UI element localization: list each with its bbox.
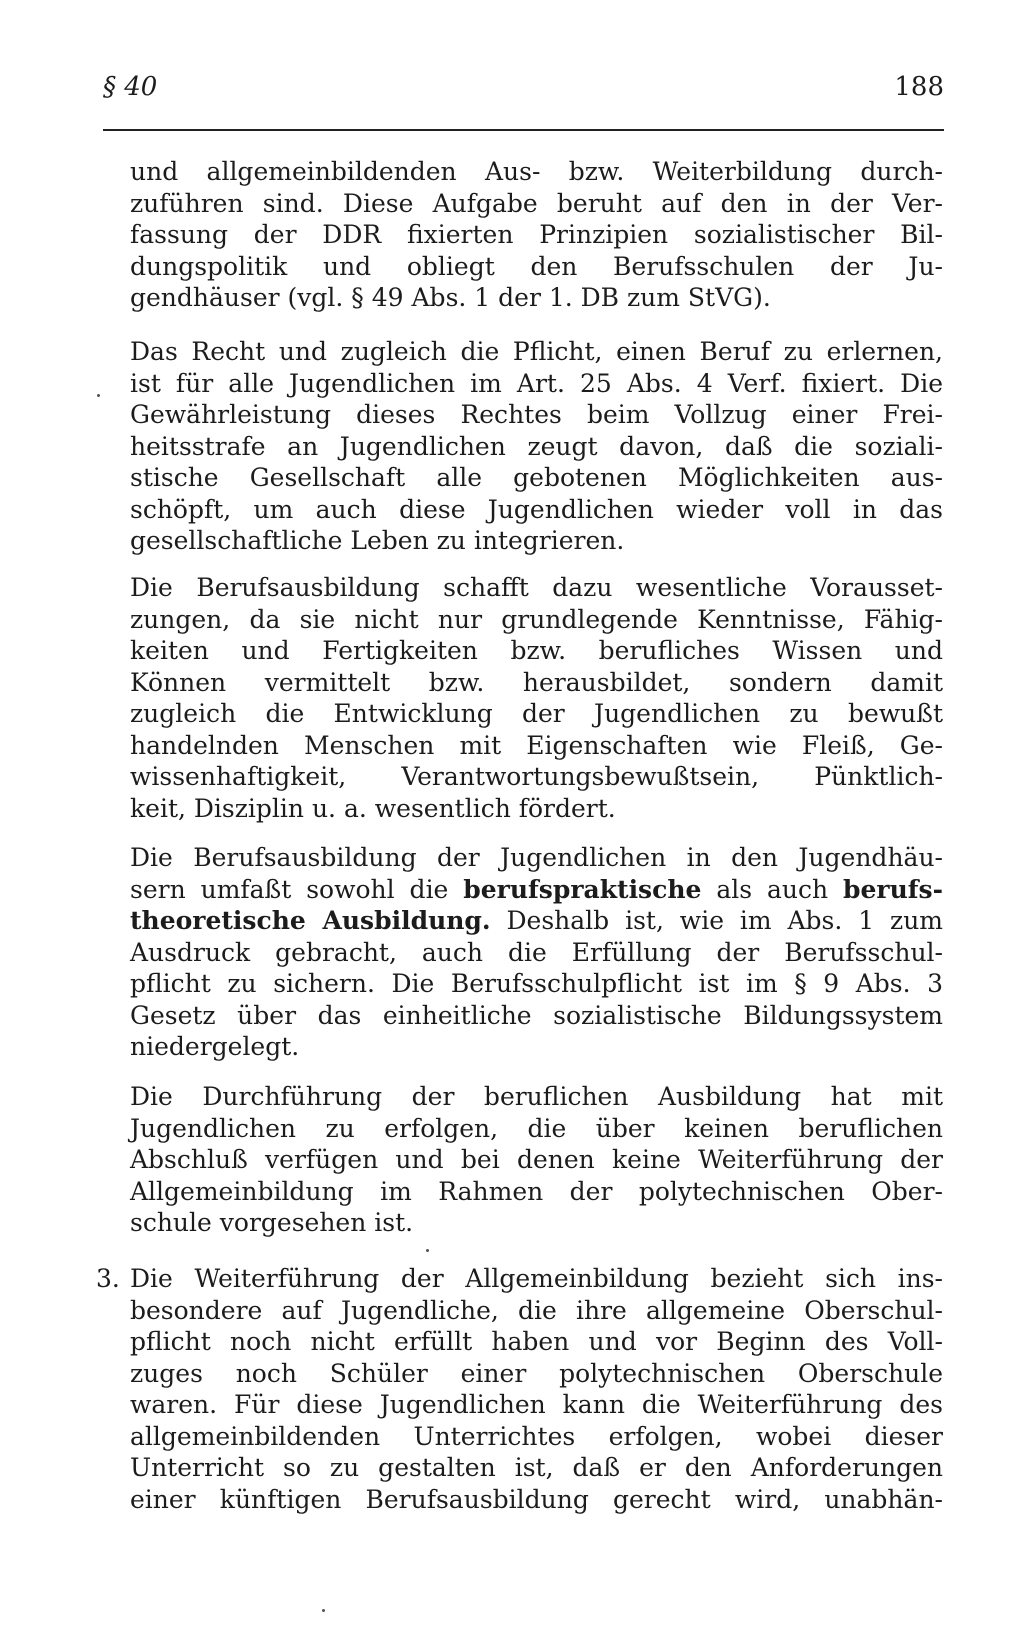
text-line: Die Weiterführung der Allgemeinbildung bezieht sich ins- (130, 1264, 943, 1293)
text-line: Das Recht und zugleich die Pflicht, einen Beruf zu erlernen, (130, 337, 943, 366)
text-line: wissenhaftigkeit, Verantwortungsbewußtsein, Pünktlich- (130, 762, 943, 791)
text-line: zugleich die Entwicklung der Jugendlichen zu bewußt (130, 699, 943, 728)
text-line: Die Durchführung der beruflichen Ausbildung hat mit (130, 1082, 943, 1111)
text-line: zungen, da sie nicht nur grundlegende Kenntnisse, Fähig- (130, 604, 943, 634)
scan-speck (426, 1249, 429, 1252)
text-line: Unterricht so zu gestalten ist, daß er den Anforderungen (130, 1453, 943, 1482)
text-line: pflicht noch nicht erfüllt haben und vor Beginn des Voll- (130, 1327, 943, 1356)
paragraph-5 (130, 1081, 943, 1239)
text-run: Deshalb ist, wie im Abs. 1 zum (490, 906, 943, 935)
text-line: besondere auf Jugendliche, die ihre allgemeine Oberschul- (130, 1295, 943, 1325)
text-run: sern umfaßt sowohl die (130, 874, 464, 904)
paragraph-3 (130, 572, 943, 824)
paragraph-4 (130, 842, 943, 1063)
paragraph-6 (130, 1263, 943, 1515)
text-line: niedergelegt. (130, 1032, 300, 1061)
text-line: gendhäuser (vgl. § 49 Abs. 1 der 1. DB zum StVG). (130, 283, 771, 312)
text-line: heitsstrafe an Jugendlichen zeugt davon, daß die soziali- (130, 431, 943, 461)
text-line: allgemeinbildenden Unterrichtes erfolgen, wobei dieser (130, 1421, 943, 1451)
text-line: ist für alle Jugendlichen im Art. 25 Abs. 4 Verf. fixiert. Die (130, 368, 943, 398)
text-line: und allgemeinbildenden Aus- bzw. Weiterbildung durch- (130, 157, 943, 186)
text-line: pflicht zu sichern. Die Berufsschulpflicht ist im § 9 Abs. 3 (130, 969, 943, 998)
paragraph-1 (130, 156, 943, 314)
text-line: Gesetz über das einheitliche sozialistische Bildungssystem (130, 1000, 943, 1030)
bold-term: theoretische Ausbildung. (130, 906, 491, 935)
text-line: Allgemeinbildung im Rahmen der polytechnischen Ober- (130, 1176, 943, 1206)
text-line: handelnden Menschen mit Eigenschaften wie Fleiß, Ge- (130, 730, 943, 760)
text-line: schöpft, um auch diese Jugendlichen wieder voll in das (130, 494, 943, 524)
text-line: waren. Für diese Jugendlichen kann die Weiterführung des (130, 1390, 943, 1419)
text-line: gesellschaftliche Leben zu integrieren. (130, 526, 625, 555)
item-number: 3. (96, 1264, 120, 1293)
text-line: keit, Disziplin u. a. wesentlich fördert. (130, 793, 616, 823)
text-line: Die Berufsausbildung der Jugendlichen in den Jugendhäu- (130, 843, 943, 872)
text-line: stische Gesellschaft alle gebotenen Möglichkeiten aus- (130, 463, 943, 492)
header-rule (103, 129, 944, 131)
text-line: fassung der DDR fixierten Prinzipien sozialistischer Bil- (130, 220, 943, 249)
text-line: Abschluß verfügen und bei denen keine Weiterführung der (130, 1145, 943, 1174)
text-line (130, 874, 943, 906)
section-reference: § 40 (103, 72, 158, 102)
text-line: Gewährleistung dieses Rechtes beim Vollzug einer Frei- (130, 400, 943, 429)
text-line: Ausdruck gebracht, auch die Erfüllung der Berufsschul- (130, 937, 943, 967)
bold-term: berufs- (843, 874, 943, 904)
text-line: zuges noch Schüler einer polytechnischen Oberschule (130, 1358, 943, 1388)
text-line: zuführen sind. Diese Aufgabe beruht auf den in der Ver- (130, 188, 943, 218)
bold-term: berufspraktische (463, 874, 702, 904)
text-line (130, 905, 943, 937)
text-line: Können vermittelt bzw. herausbildet, sondern damit (130, 667, 943, 697)
scan-speck (97, 394, 100, 397)
text-line: schule vorgesehen ist. (130, 1208, 414, 1237)
text-line: einer künftigen Berufsausbildung gerecht wird, unabhän- (130, 1484, 943, 1514)
scan-speck (322, 1609, 325, 1612)
paragraph-2 (130, 336, 943, 557)
running-header (103, 72, 944, 122)
text-line: Jugendlichen zu erfolgen, die über keinen beruflichen (130, 1113, 943, 1143)
text-line: dungspolitik und obliegt den Berufsschulen der Ju- (130, 251, 943, 281)
page-number: 188 (894, 72, 944, 102)
text-line: keiten und Fertigkeiten bzw. berufliches Wissen und (130, 636, 943, 665)
text-line: Die Berufsausbildung schafft dazu wesentliche Vorausset- (130, 573, 943, 602)
text-run: als auch (701, 874, 844, 904)
